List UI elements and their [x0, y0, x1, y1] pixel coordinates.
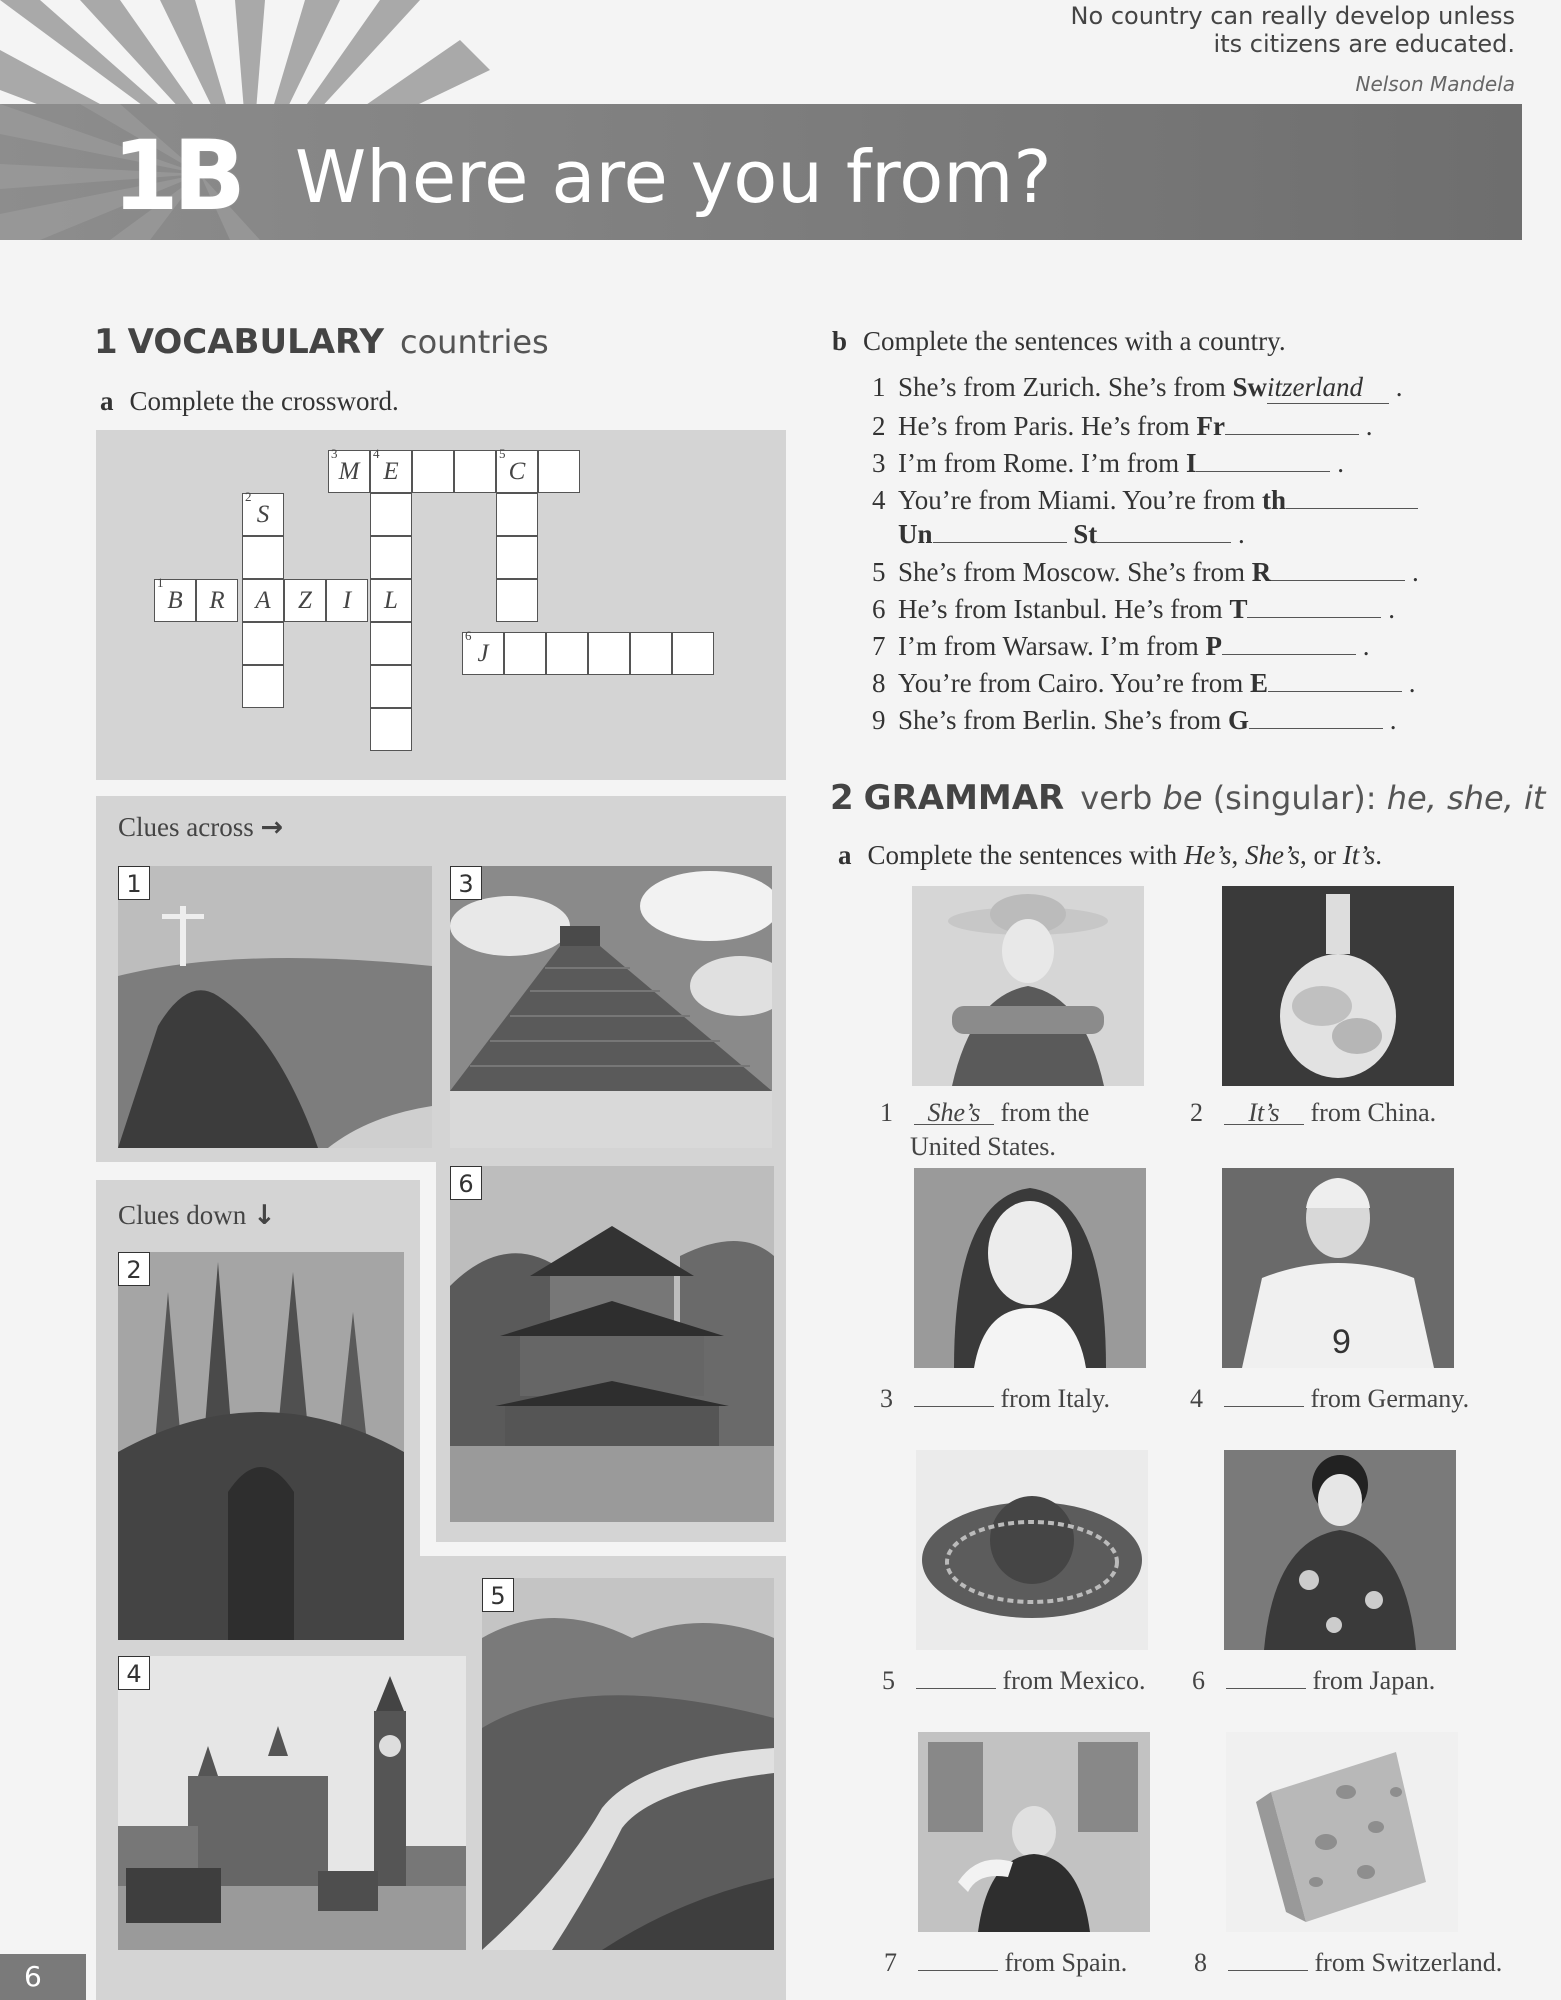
sentence-text: She’s from Moscow. She’s from	[898, 557, 1252, 587]
crossword-cell[interactable]	[328, 446, 370, 493]
instruction-text: .	[1375, 840, 1382, 870]
answer-prefix: Un	[898, 519, 933, 549]
item-text: from Italy.	[1000, 1384, 1110, 1413]
sentence-end: .	[1238, 519, 1245, 549]
item-number: 1	[880, 1098, 893, 1127]
grammar-item-5	[882, 1662, 1145, 1696]
sentence-8	[872, 667, 1416, 699]
photo-london	[118, 1656, 466, 1950]
crossword-cell[interactable]	[504, 632, 546, 675]
clue-number: 4	[373, 446, 380, 461]
sentence-end: .	[1362, 631, 1370, 661]
sentence-end: .	[1389, 705, 1397, 735]
answer-field[interactable]: It’s	[1224, 1098, 1304, 1125]
sentence-end: .	[1411, 557, 1419, 587]
label-text: Clues across	[118, 812, 254, 842]
answer-field[interactable]	[1224, 1380, 1304, 1407]
section-number: 2	[830, 778, 854, 818]
section-subtitle: countries	[400, 323, 549, 361]
crossword-cell[interactable]	[672, 632, 714, 675]
exercise-letter: b	[832, 326, 848, 356]
clues-across-label	[118, 812, 283, 843]
answer-field[interactable]	[1196, 447, 1330, 472]
instruction-option: She’s	[1244, 840, 1300, 870]
answer-field[interactable]	[933, 518, 1067, 543]
crossword-cell[interactable]	[370, 536, 412, 579]
cell-letter: A	[255, 587, 271, 614]
item-number: 3	[880, 1384, 893, 1413]
cell-letter: S	[256, 501, 270, 528]
grammar-item-1	[880, 1098, 1089, 1128]
answer-field[interactable]: She’s	[914, 1098, 994, 1125]
crossword-cell[interactable]	[546, 632, 588, 675]
crossword-cell[interactable]	[454, 450, 496, 493]
answer-prefix: Fr	[1196, 411, 1225, 441]
crossword-cell[interactable]	[242, 665, 284, 708]
photo-spanish-dancer	[918, 1732, 1150, 1932]
item-number: 2	[1190, 1098, 1203, 1127]
clue-number: 3	[331, 446, 338, 461]
section-title: GRAMMAR	[863, 778, 1065, 818]
answer-field[interactable]	[914, 1380, 994, 1407]
sentence-end: .	[1408, 668, 1416, 698]
sentence-number: 3	[872, 448, 886, 478]
crossword-cell[interactable]	[284, 579, 326, 622]
crossword-cell[interactable]	[242, 579, 284, 622]
item-number: 5	[882, 1666, 895, 1695]
answer-field[interactable]	[1268, 667, 1402, 692]
sentence-number: 8	[872, 668, 886, 698]
photo-number: 3	[450, 866, 482, 900]
quote-line-2: its citizens are educated.	[1213, 30, 1515, 58]
section-subtitle	[1080, 779, 1545, 817]
exercise-letter: a	[100, 386, 114, 416]
sentence-number: 5	[872, 557, 886, 587]
unit-number: 1B	[112, 120, 240, 232]
photo-number: 6	[450, 1166, 482, 1200]
section-title: VOCABULARY	[127, 322, 384, 362]
page-number: 6	[0, 1954, 86, 2000]
cell-letter: E	[383, 458, 399, 485]
answer-field[interactable]	[1226, 1662, 1306, 1689]
arrow-right-icon: →	[260, 812, 284, 843]
crossword-cell[interactable]	[370, 493, 412, 536]
cell-letter: M	[338, 458, 360, 485]
answer-prefix: T	[1229, 594, 1248, 624]
crossword	[96, 430, 786, 780]
crossword-cell[interactable]	[242, 622, 284, 665]
photo-number: 4	[118, 1656, 150, 1690]
crossword-cell[interactable]	[370, 446, 412, 493]
photo-kinkaku-ji	[450, 1166, 774, 1522]
answer-field[interactable]	[916, 1662, 996, 1689]
subtitle-part: (singular):	[1202, 779, 1387, 817]
answer-prefix: E	[1249, 668, 1268, 698]
grammar-item-2	[1190, 1098, 1436, 1128]
grammar-exercise-a-instruction	[838, 840, 1382, 871]
sentence-3	[872, 447, 1344, 479]
photo-great-wall	[482, 1578, 774, 1950]
crossword-cell[interactable]	[412, 450, 454, 493]
sentence-number: 6	[872, 594, 886, 624]
item-text: from Mexico.	[1002, 1666, 1146, 1695]
section-vocabulary-heading	[94, 322, 549, 362]
label-text: Clues down	[118, 1200, 247, 1230]
crossword-cell[interactable]	[462, 628, 504, 675]
crossword-cell[interactable]	[370, 665, 412, 708]
sentence-end: .	[1388, 594, 1395, 624]
sentence-number: 7	[872, 631, 886, 661]
instruction-option: It’s	[1342, 840, 1376, 870]
answer-field[interactable]	[918, 1944, 998, 1971]
sentence-text: He’s from Paris. He’s from	[898, 411, 1197, 441]
answer-prefix: th	[1262, 485, 1287, 515]
clue-number: 1	[157, 575, 164, 590]
photo-chinese-vase	[1222, 886, 1454, 1086]
sentence-number: 9	[872, 705, 886, 735]
crossword-cell[interactable]	[242, 489, 284, 536]
instruction-option: He’s	[1183, 840, 1232, 870]
photo-sombrero	[916, 1450, 1148, 1650]
sentence-2	[872, 410, 1372, 442]
photo-swiss-cheese	[1226, 1732, 1458, 1932]
cell-letter: J	[477, 640, 489, 667]
clue-number: 5	[499, 446, 506, 461]
crossword-cell[interactable]	[196, 579, 238, 622]
answer-prefix: G	[1227, 705, 1249, 735]
sentence-9	[872, 704, 1397, 736]
crossword-cell[interactable]	[370, 622, 412, 665]
answer-prefix: Sw	[1232, 372, 1267, 402]
exercise-a-instruction	[100, 386, 399, 417]
sentence-text: You’re from Cairo. You’re from	[898, 668, 1250, 698]
photo-chichen-itza	[450, 866, 772, 1148]
sentence-end: .	[1337, 448, 1344, 478]
instruction-text: Complete the sentences with	[867, 840, 1184, 870]
cell-letter: B	[167, 587, 183, 614]
item-text: from Switzerland.	[1314, 1948, 1503, 1977]
item-text: from the	[1000, 1098, 1090, 1127]
cell-letter: C	[508, 458, 526, 485]
photo-number: 2	[118, 1252, 150, 1286]
answer-field[interactable]	[1228, 1944, 1308, 1971]
grammar-item-4	[1190, 1380, 1469, 1414]
photo-japanese-woman	[1224, 1450, 1456, 1650]
section-number: 1	[94, 322, 118, 362]
answer-field[interactable]	[1247, 593, 1381, 618]
photo-number: 1	[118, 866, 150, 900]
answer-field[interactable]	[1249, 704, 1383, 729]
answer-prefix: St	[1073, 519, 1098, 549]
subtitle-part: verb	[1080, 779, 1163, 817]
item-number: 7	[884, 1948, 897, 1977]
answer-field[interactable]	[1097, 518, 1231, 543]
answer-field[interactable]	[1271, 556, 1405, 581]
cell-letter: R	[209, 587, 225, 614]
grammar-item-6	[1192, 1662, 1435, 1696]
cell-letter: L	[384, 587, 398, 614]
crossword-cell[interactable]	[370, 579, 412, 622]
crossword-cell[interactable]	[496, 579, 538, 622]
photo-italian-woman	[914, 1168, 1146, 1368]
instruction-text: Complete the sentences with a country.	[863, 326, 1286, 356]
exercise-b-instruction	[832, 326, 1286, 357]
answer-prefix: R	[1251, 557, 1272, 587]
section-grammar-heading	[830, 778, 1545, 818]
crossword-cell[interactable]	[370, 708, 412, 751]
item-number: 6	[1192, 1666, 1205, 1695]
item-text: from China.	[1310, 1098, 1437, 1127]
clues-down-label	[118, 1200, 276, 1231]
cell-letter: I	[342, 587, 352, 614]
sentence-text: She’s from Berlin. She’s from	[898, 705, 1228, 735]
item-text: from Japan.	[1312, 1666, 1436, 1695]
grammar-item-3	[880, 1380, 1110, 1414]
sentence-5	[872, 556, 1419, 588]
shirt-number: 9	[1332, 1323, 1351, 1361]
grammar-item-7	[884, 1944, 1127, 1978]
sentence-text: I’m from Rome. I’m from	[898, 448, 1186, 478]
subtitle-part: be	[1162, 779, 1203, 817]
item-text: from Spain.	[1004, 1948, 1128, 1977]
answer-prefix: I	[1185, 448, 1197, 478]
crossword-cell[interactable]	[242, 536, 284, 579]
quote-line-1: No country can really develop unless	[1070, 2, 1515, 30]
arrow-down-icon: ↓	[253, 1200, 276, 1231]
clue-number: 6	[465, 628, 472, 643]
crossword-cell[interactable]	[154, 575, 196, 622]
grammar-item-1-line-2: United States.	[910, 1132, 1056, 1161]
sentence-end: .	[1365, 411, 1373, 441]
sentence-4-line-2	[898, 518, 1245, 550]
sentence-4	[872, 484, 1418, 516]
crossword-cell[interactable]	[538, 450, 580, 493]
crossword-cell[interactable]	[630, 632, 672, 675]
photo-rio-de-janeiro	[118, 866, 432, 1148]
photo-cowgirl	[912, 886, 1144, 1086]
exercise-letter: a	[838, 840, 852, 870]
sentence-7	[872, 630, 1369, 662]
photo-sagrada-familia	[118, 1252, 404, 1640]
answer-field[interactable]: itzerland	[1267, 372, 1389, 404]
subtitle-part: he, she, it	[1386, 779, 1546, 817]
crossword-cell[interactable]	[496, 493, 538, 536]
answer-prefix: P	[1205, 631, 1222, 661]
unit-title: Where are you from?	[295, 135, 1052, 219]
sentence-number: 4	[872, 485, 886, 515]
grammar-item-8	[1194, 1944, 1502, 1978]
answer-field[interactable]	[1286, 484, 1418, 509]
photo-german-footballer	[1222, 1168, 1454, 1368]
sentence-text: You’re from Miami. You’re from	[898, 485, 1262, 515]
cell-letter: Z	[298, 587, 312, 614]
instruction-text: Complete the crossword.	[129, 386, 399, 416]
sentence-text: He’s from Istanbul. He’s from	[898, 594, 1230, 624]
instruction-text: , or	[1299, 840, 1343, 870]
sentence-text: I’m from Warsaw. I’m from	[898, 631, 1206, 661]
instruction-text: ,	[1231, 840, 1245, 870]
crossword-cell[interactable]	[588, 632, 630, 675]
photo-number: 5	[482, 1578, 514, 1612]
quote-author: Nelson Mandela	[1355, 72, 1515, 96]
sentence-end: .	[1395, 372, 1403, 402]
crossword-cell[interactable]	[496, 446, 538, 493]
sentence-1	[872, 372, 1402, 404]
item-number: 8	[1194, 1948, 1207, 1977]
answer-field[interactable]	[1222, 630, 1356, 655]
quote	[1071, 2, 1515, 96]
crossword-cell[interactable]	[496, 536, 538, 579]
sentence-number: 2	[872, 411, 886, 441]
crossword-cell[interactable]	[326, 579, 368, 622]
sentence-text: She’s from Zurich. She’s from	[898, 372, 1233, 402]
answer-field[interactable]	[1225, 410, 1359, 435]
item-number: 4	[1190, 1384, 1203, 1413]
item-text: from Germany.	[1310, 1384, 1470, 1413]
sentence-number: 1	[872, 372, 886, 402]
clue-number: 2	[245, 489, 252, 504]
sentence-6	[872, 593, 1395, 625]
